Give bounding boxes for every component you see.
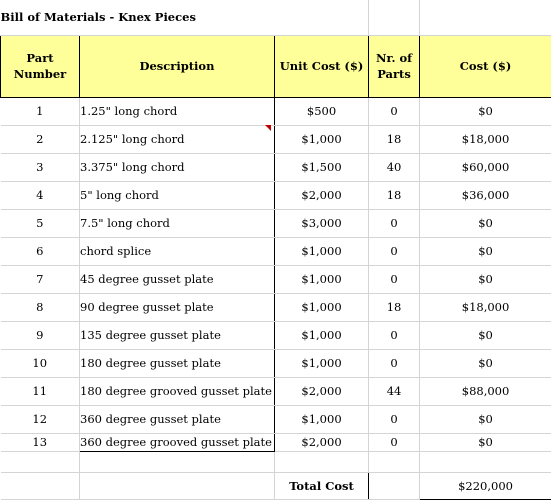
nr-parts-cell[interactable]: 0 bbox=[369, 209, 420, 237]
nr-parts-cell[interactable]: 44 bbox=[369, 377, 420, 405]
unit-cost-cell[interactable]: $1,000 bbox=[275, 265, 369, 293]
cost-cell[interactable]: $0 bbox=[420, 97, 551, 125]
nr-parts-cell[interactable]: 0 bbox=[369, 265, 420, 293]
part-number-cell[interactable]: 2 bbox=[1, 125, 80, 153]
unit-cost-cell[interactable]: $1,000 bbox=[275, 349, 369, 377]
cell[interactable] bbox=[80, 472, 275, 499]
cost-cell[interactable]: $88,000 bbox=[420, 377, 551, 405]
table-row bbox=[1, 349, 551, 377]
cost-cell[interactable]: $18,000 bbox=[420, 125, 551, 153]
table-row bbox=[1, 293, 551, 321]
nr-parts-cell[interactable]: 18 bbox=[369, 293, 420, 321]
description-cell[interactable]: 180 degree grooved gusset plate bbox=[80, 377, 275, 405]
title-row bbox=[1, 0, 551, 35]
unit-cost-cell[interactable]: $2,000 bbox=[275, 377, 369, 405]
table-row bbox=[1, 265, 551, 293]
nr-parts-cell[interactable]: 0 bbox=[369, 405, 420, 433]
part-number-cell[interactable]: 7 bbox=[1, 265, 80, 293]
nr-parts-cell[interactable]: 0 bbox=[369, 321, 420, 349]
description-cell[interactable]: chord splice bbox=[80, 237, 275, 265]
total-cost-label[interactable]: Total Cost bbox=[275, 472, 369, 499]
part-number-cell[interactable]: 8 bbox=[1, 293, 80, 321]
description-cell[interactable]: 2.125" long chord bbox=[80, 125, 275, 153]
cell[interactable] bbox=[369, 451, 420, 472]
cost-cell[interactable]: $0 bbox=[420, 321, 551, 349]
header-unit-cost[interactable]: Unit Cost ($) bbox=[275, 35, 369, 97]
cost-cell[interactable]: $0 bbox=[420, 405, 551, 433]
nr-parts-cell[interactable]: 0 bbox=[369, 433, 420, 451]
description-cell[interactable]: 135 degree gusset plate bbox=[80, 321, 275, 349]
unit-cost-cell[interactable]: $2,000 bbox=[275, 181, 369, 209]
header-cost[interactable]: Cost ($) bbox=[420, 35, 551, 97]
description-cell[interactable]: 90 degree gusset plate bbox=[80, 293, 275, 321]
cell[interactable] bbox=[420, 451, 551, 472]
nr-parts-cell[interactable]: 0 bbox=[369, 237, 420, 265]
nr-parts-cell[interactable]: 0 bbox=[369, 349, 420, 377]
cell[interactable] bbox=[275, 451, 369, 472]
description-cell[interactable]: 360 degree gusset plate bbox=[80, 405, 275, 433]
cell[interactable] bbox=[369, 0, 420, 35]
unit-cost-cell[interactable]: $3,000 bbox=[275, 209, 369, 237]
cell[interactable] bbox=[1, 451, 80, 472]
table-row bbox=[1, 209, 551, 237]
header-nr-parts[interactable]: Nr. of Parts bbox=[369, 35, 420, 97]
description-cell[interactable]: 1.25" long chord bbox=[80, 97, 275, 125]
description-cell[interactable]: 45 degree gusset plate bbox=[80, 265, 275, 293]
cost-cell[interactable]: $0 bbox=[420, 349, 551, 377]
nr-parts-cell[interactable]: 18 bbox=[369, 181, 420, 209]
table-row bbox=[1, 377, 551, 405]
table-row bbox=[1, 153, 551, 181]
table-row bbox=[1, 405, 551, 433]
unit-cost-cell[interactable]: $1,000 bbox=[275, 293, 369, 321]
cost-cell[interactable]: $36,000 bbox=[420, 181, 551, 209]
part-number-cell[interactable]: 12 bbox=[1, 405, 80, 433]
nr-parts-cell[interactable]: 0 bbox=[369, 97, 420, 125]
nr-parts-cell[interactable]: 18 bbox=[369, 125, 420, 153]
cell[interactable] bbox=[369, 472, 420, 499]
cost-cell[interactable]: $18,000 bbox=[420, 293, 551, 321]
unit-cost-cell[interactable]: $500 bbox=[275, 97, 369, 125]
cost-cell[interactable]: $0 bbox=[420, 433, 551, 451]
unit-cost-cell[interactable]: $2,000 bbox=[275, 433, 369, 451]
cost-cell[interactable]: $0 bbox=[420, 237, 551, 265]
total-cost-value[interactable]: $220,000 bbox=[420, 472, 551, 499]
part-number-cell[interactable]: 9 bbox=[1, 321, 80, 349]
cell[interactable] bbox=[420, 0, 551, 35]
header-part-number[interactable]: Part Number bbox=[1, 35, 80, 97]
unit-cost-cell[interactable]: $1,500 bbox=[275, 153, 369, 181]
part-number-cell[interactable]: 4 bbox=[1, 181, 80, 209]
part-number-cell[interactable]: 10 bbox=[1, 349, 80, 377]
unit-cost-cell[interactable]: $1,000 bbox=[275, 405, 369, 433]
part-number-cell[interactable]: 1 bbox=[1, 97, 80, 125]
table-row bbox=[1, 433, 551, 451]
cost-cell[interactable]: $0 bbox=[420, 265, 551, 293]
cell[interactable] bbox=[1, 472, 80, 499]
description-cell[interactable]: 5" long chord bbox=[80, 181, 275, 209]
unit-cost-cell[interactable]: $1,000 bbox=[275, 125, 369, 153]
unit-cost-cell[interactable]: $1,000 bbox=[275, 237, 369, 265]
table-row bbox=[1, 451, 551, 472]
unit-cost-cell[interactable]: $1,000 bbox=[275, 321, 369, 349]
table-row bbox=[1, 321, 551, 349]
table-row bbox=[1, 125, 551, 153]
header-row bbox=[1, 35, 551, 97]
part-number-cell[interactable]: 5 bbox=[1, 209, 80, 237]
part-number-cell[interactable]: 13 bbox=[1, 433, 80, 451]
header-description[interactable]: Description bbox=[80, 35, 275, 97]
description-cell[interactable]: 3.375" long chord bbox=[80, 153, 275, 181]
part-number-cell[interactable]: 11 bbox=[1, 377, 80, 405]
description-cell[interactable]: 360 degree grooved gusset plate bbox=[80, 433, 275, 451]
table-row bbox=[1, 97, 551, 125]
cost-cell[interactable]: $0 bbox=[420, 209, 551, 237]
part-number-cell[interactable]: 6 bbox=[1, 237, 80, 265]
sheet-title[interactable]: Bill of Materials - Knex Pieces bbox=[1, 0, 369, 35]
table-row bbox=[1, 181, 551, 209]
description-cell[interactable]: 7.5" long chord bbox=[80, 209, 275, 237]
table-row bbox=[1, 237, 551, 265]
comment-indicator-icon[interactable] bbox=[265, 125, 271, 131]
description-cell[interactable]: 180 degree gusset plate bbox=[80, 349, 275, 377]
cell[interactable] bbox=[80, 451, 275, 472]
cost-cell[interactable]: $60,000 bbox=[420, 153, 551, 181]
nr-parts-cell[interactable]: 40 bbox=[369, 153, 420, 181]
part-number-cell[interactable]: 3 bbox=[1, 153, 80, 181]
total-row bbox=[1, 472, 551, 499]
